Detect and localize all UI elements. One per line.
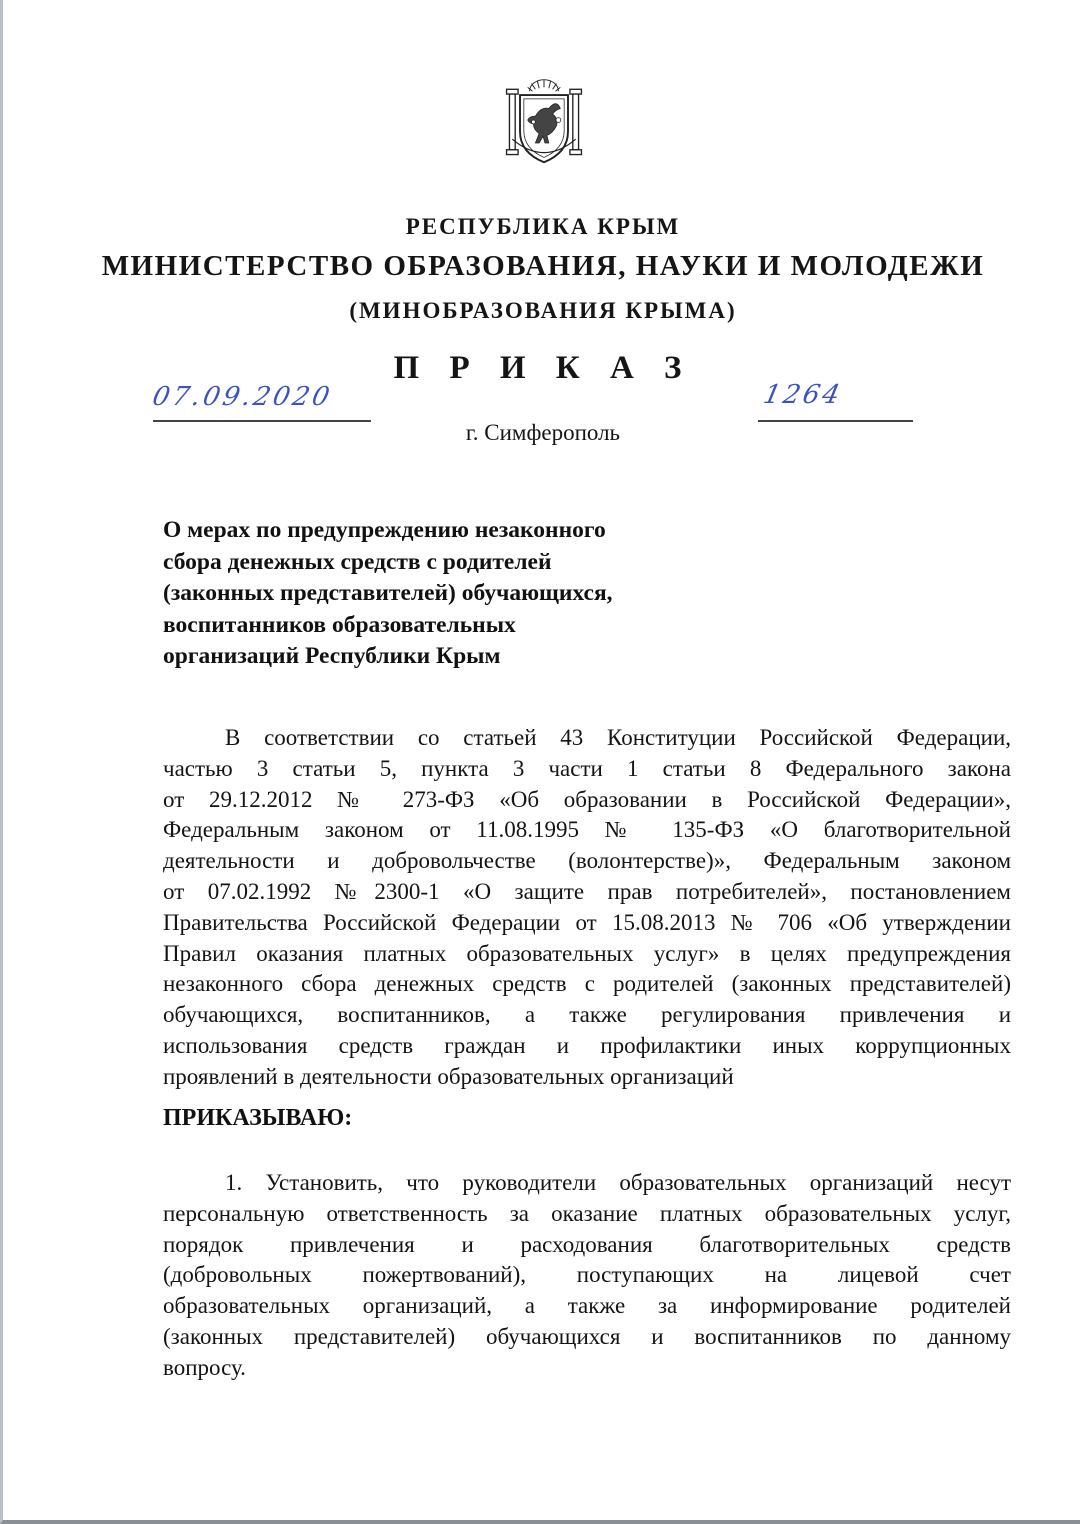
text-line: персональную ответственность за оказание платных образовательных услуг, [163, 1200, 1011, 1226]
title-line: воспитанников образовательных [163, 611, 516, 638]
text-line: незаконного сбора денежных средств с родителей (законных представителей) [163, 971, 1011, 997]
text-line: Правительства Российской Федерации от 15.08.2013 № 706 «Об утверждении [163, 909, 1011, 935]
republic-heading: РЕСПУБЛИКА КРЫМ [405, 214, 681, 239]
order-item-1 [163, 1168, 1011, 1384]
ministry-heading: МИНИСТЕРСТВО ОБРАЗОВАНИЯ, НАУКИ И МОЛОДЕЖИ [101, 250, 985, 282]
text-line: частью 3 статьи 5, пункта 3 части 1 статьи 8 Федерального закона [163, 755, 1011, 781]
order-number-field [758, 380, 913, 422]
document-type-heading: П Р И К А З [393, 350, 693, 386]
city-label: г. Симферополь [465, 420, 621, 445]
text-line: (законных представителей) обучающихся и воспитанников по данному [163, 1323, 1011, 1349]
text-line: 1. Установить, что руководители образовательных организаций несут [225, 1170, 1011, 1195]
title-line: сбора денежных средств с родителей [163, 548, 552, 575]
title-line: организаций Республики Крым [163, 643, 501, 669]
title-line: (законных представителей) обучающихся, [163, 580, 613, 606]
text-line: использования средств граждан и профилактики иных коррупционных [163, 1032, 1011, 1058]
orders-heading: ПРИКАЗЫВАЮ: [163, 1105, 353, 1131]
text-line: Федеральным законом от 11.08.1995 № 135-ФЗ «О благотворительной [163, 817, 1011, 843]
title-line: О мерах по предупреждению незаконного [163, 517, 606, 543]
text-line: проявлений в деятельности образовательных организаций [163, 1063, 734, 1089]
text-line: порядок привлечения и расходования благотворительных средств [163, 1231, 1011, 1257]
ministry-abbreviation: (МИНОБРАЗОВАНИЯ КРЫМА) [349, 298, 737, 323]
text-line: деятельности и добровольчестве (волонтерстве)», Федеральным законом [163, 848, 1011, 874]
text-line: В соответствии со статьей 43 Конституции Российской Федерации, [225, 725, 1011, 750]
text-line: от 29.12.2012 № 273-ФЗ «Об образовании в Российской Федерации», [163, 786, 1011, 812]
crimea-coat-of-arms-icon [500, 72, 588, 168]
order-date-field [149, 382, 371, 422]
handwritten-number: 1264 [760, 380, 846, 410]
handwritten-date: 07.09.2020 [149, 382, 336, 412]
text-line: обучающихся, воспитанников, а также регулирования привлечения и [163, 1002, 1011, 1028]
order-title [163, 515, 683, 673]
text-line: (добровольных пожертвований), поступающих на лицевой счет [163, 1262, 1011, 1288]
text-line: образовательных организаций, а также за информирование родителей [163, 1293, 1011, 1319]
text-line: от 07.02.1992 №2300-1 «О защите прав потребителей», постановлением [163, 878, 1011, 904]
text-line: Правил оказания платных образовательных услуг» в целях предупреждения [163, 940, 1011, 966]
text-line: вопросу. [163, 1354, 246, 1380]
preamble-paragraph [163, 723, 1011, 1093]
